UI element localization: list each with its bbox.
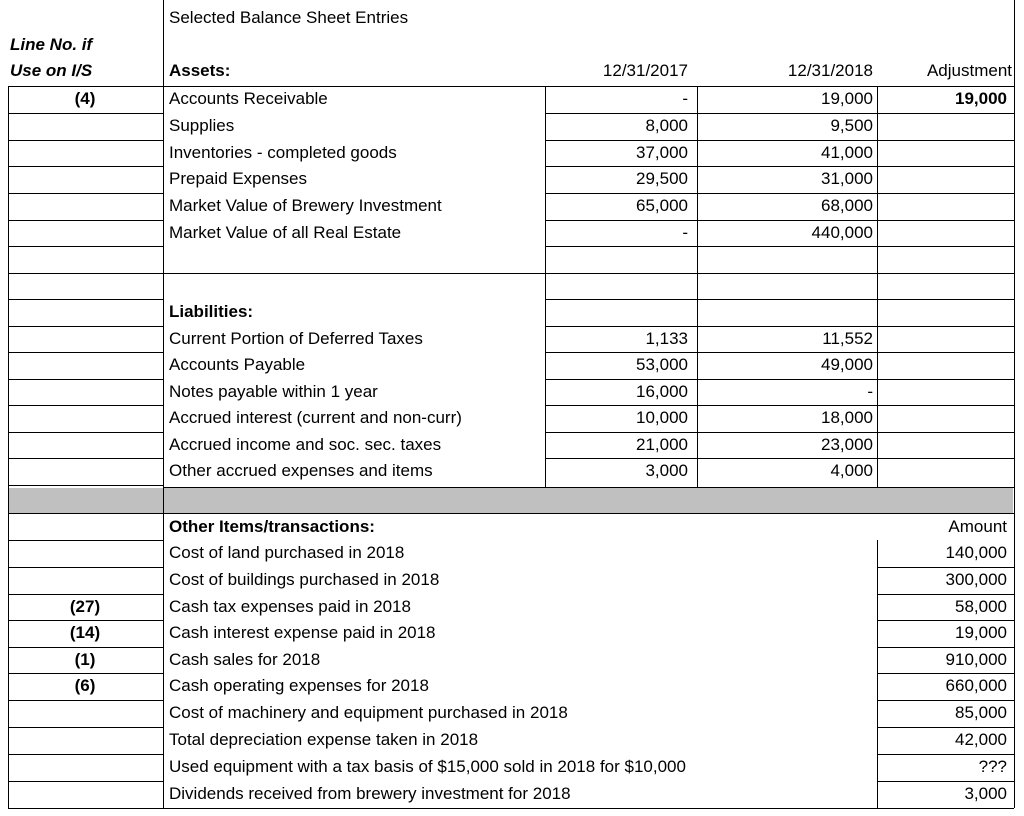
- amount-value: 910,000: [945, 650, 1007, 669]
- column-header-2017: 12/31/2017: [602, 61, 688, 80]
- grid-line: [8, 193, 163, 194]
- grid-line: [1014, 0, 1015, 808]
- line-no-header: Line No. if: [10, 35, 93, 54]
- amount-value: 42,000: [955, 730, 1007, 749]
- value-2018: 11,552: [822, 329, 873, 348]
- row-label: Accrued interest (current and non-curr): [169, 408, 462, 427]
- grid-line: [8, 513, 1014, 514]
- grid-line: [545, 246, 1014, 247]
- other-items-heading: Other Items/transactions:: [169, 517, 375, 536]
- row-label: Notes payable within 1 year: [169, 382, 378, 401]
- column-header-amount: Amount: [948, 517, 1007, 536]
- value-2017: 3,000: [645, 461, 688, 480]
- value-2018: 18,000: [821, 408, 873, 427]
- line-no-cell: (4): [74, 89, 96, 108]
- row-label: Supplies: [169, 116, 235, 135]
- row-label: Cost of buildings purchased in 2018: [169, 570, 440, 589]
- amount-value: ???: [978, 757, 1007, 776]
- line-no-cell: (6): [74, 676, 96, 695]
- amount-value: 19,000: [955, 623, 1007, 642]
- grid-line: [8, 113, 163, 114]
- grid-line: [8, 273, 163, 274]
- value-2017: 29,500: [636, 169, 688, 188]
- row-label: Accrued income and soc. sec. taxes: [169, 435, 442, 454]
- row-label: Market Value of Brewery Investment: [169, 196, 442, 215]
- grid-line: [8, 220, 163, 221]
- column-header-2018: 12/31/2018: [787, 61, 873, 80]
- grid-line: [697, 86, 698, 488]
- value-2017: 1,133: [645, 329, 688, 348]
- grid-line: [8, 567, 163, 568]
- grid-line: [8, 405, 163, 406]
- line-no-header: Use on I/S: [10, 61, 93, 80]
- grid-line: [163, 486, 164, 514]
- row-label: Cash tax expenses paid in 2018: [169, 597, 411, 616]
- grid-line: [8, 700, 163, 701]
- row-label: Cash operating expenses for 2018: [169, 676, 429, 695]
- value-2017: 10,000: [636, 408, 688, 427]
- value-2017: 16,000: [636, 382, 688, 401]
- row-label: Total depreciation expense taken in 2018: [169, 730, 479, 749]
- grid-line: [163, 273, 1014, 274]
- grid-line: [8, 432, 163, 433]
- grid-line: [545, 86, 546, 488]
- grid-line: [8, 140, 163, 141]
- row-label: Dividends received from brewery investment for 2018: [169, 784, 571, 803]
- grid-line: [163, 0, 164, 808]
- value-2018: -: [867, 382, 873, 401]
- section-separator: [9, 488, 1013, 513]
- grid-line: [877, 86, 878, 488]
- grid-line: [8, 808, 1014, 809]
- grid-line: [8, 754, 163, 755]
- grid-line: [545, 299, 1014, 300]
- line-no-cell: (27): [69, 597, 101, 616]
- grid-line: [8, 485, 163, 486]
- line-no-cell: (14): [69, 623, 101, 642]
- grid-line: [8, 379, 163, 380]
- value-2017: 65,000: [636, 196, 688, 215]
- grid-line: [8, 781, 163, 782]
- value-2017: -: [682, 89, 688, 108]
- value-2017: -: [682, 223, 688, 242]
- grid-line: [8, 246, 163, 247]
- row-label: Current Portion of Deferred Taxes: [169, 329, 423, 348]
- row-label: Inventories - completed goods: [169, 143, 397, 162]
- row-label: Used equipment with a tax basis of $15,000 sold in 2018 for $10,000: [169, 757, 686, 776]
- grid-line: [877, 540, 878, 808]
- value-2018: 31,000: [821, 169, 873, 188]
- row-label: Other accrued expenses and items: [169, 461, 433, 480]
- value-2017: 53,000: [636, 355, 688, 374]
- amount-value: 58,000: [955, 597, 1007, 616]
- row-label: Accounts Payable: [169, 355, 306, 374]
- grid-line: [8, 352, 163, 353]
- value-2018: 41,000: [821, 143, 873, 162]
- grid-line: [8, 326, 163, 327]
- amount-value: 140,000: [945, 543, 1007, 562]
- value-2018: 49,000: [821, 355, 873, 374]
- row-label: Cash sales for 2018: [169, 650, 321, 669]
- line-no-cell: (1): [74, 650, 96, 669]
- value-2018: 68,000: [821, 196, 873, 215]
- value-2017: 37,000: [636, 143, 688, 162]
- grid-line: [8, 727, 163, 728]
- row-label: Cost of land purchased in 2018: [169, 543, 405, 562]
- value-2018: 19,000: [821, 89, 873, 108]
- amount-value: 85,000: [955, 703, 1007, 722]
- amount-value: 300,000: [945, 570, 1007, 589]
- row-label: Cost of machinery and equipment purchased in 2018: [169, 703, 568, 722]
- value-2018: 9,500: [830, 116, 873, 135]
- row-label: Market Value of all Real Estate: [169, 223, 402, 242]
- value-2018: 440,000: [811, 223, 873, 242]
- assets-heading: Assets:: [169, 61, 231, 80]
- value-2017: 8,000: [645, 116, 688, 135]
- value-2018: 23,000: [821, 435, 873, 454]
- value-2017: 21,000: [636, 435, 688, 454]
- column-header-adjustment: Adjustment: [926, 61, 1012, 80]
- row-label: Cash interest expense paid in 2018: [169, 623, 436, 642]
- grid-line: [8, 166, 163, 167]
- row-label: Accounts Receivable: [169, 89, 328, 108]
- grid-line: [8, 299, 163, 300]
- amount-value: 3,000: [964, 784, 1007, 803]
- grid-line: [8, 458, 163, 459]
- sheet-title: Selected Balance Sheet Entries: [169, 8, 409, 27]
- adjustment-value: 19,000: [955, 89, 1007, 108]
- value-2018: 4,000: [830, 461, 873, 480]
- liabilities-heading: Liabilities:: [169, 302, 254, 321]
- amount-value: 660,000: [945, 676, 1007, 695]
- row-label: Prepaid Expenses: [169, 169, 307, 188]
- grid-line: [8, 540, 163, 541]
